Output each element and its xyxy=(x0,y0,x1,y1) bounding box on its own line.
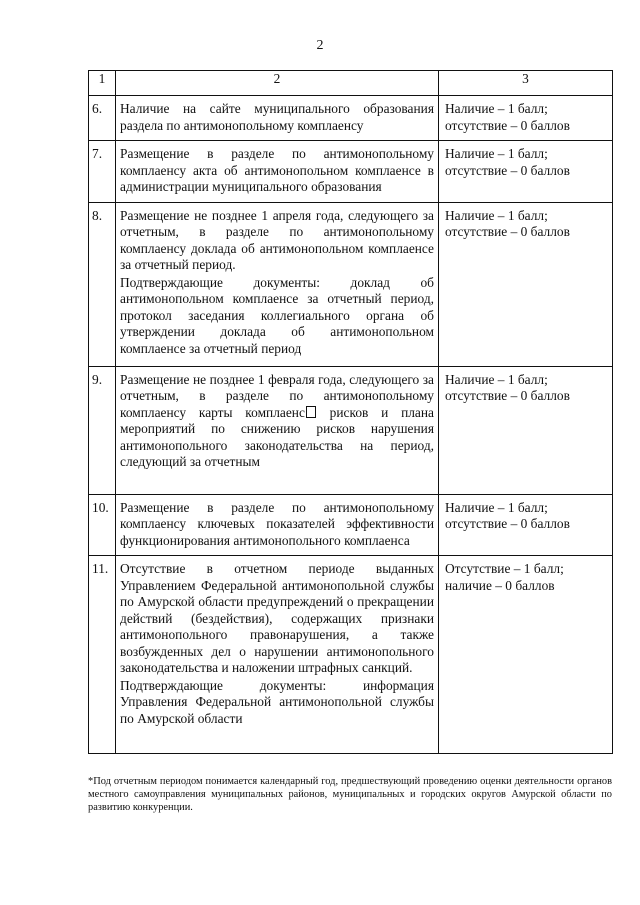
criterion-paragraph: Отсутствие в отчетном периоде выданных Управлением Федеральной антимонопольной службы по Амурской области предупреждений о прекращении действий (бездействия), содержащих признаки антимонопольного правонарушения, а также возбужденных дел о нарушении антимонопольного законодательства и наложении штрафных санкций. xyxy=(120,561,434,675)
criterion-text xyxy=(116,96,439,141)
criterion-paragraph: Размещение не позднее 1 апреля года, следующего за отчетным, в разделе по антимонопольному комплаенсу доклада об антимонопольном комплаенсе за отчетный период. xyxy=(120,207,434,272)
criterion-text xyxy=(116,494,439,556)
row-number: 6. xyxy=(89,96,116,141)
criteria-table xyxy=(88,70,613,754)
row-number: 8. xyxy=(89,202,116,366)
table-header-row xyxy=(89,71,613,96)
footnote: *Под отчетным периодом понимается календарный год, предшествующий проведению оценки деятельности органов местного самоуправления муниципальных районов, муниципальных и городских округов Амурской области по развитию конкуренции. xyxy=(88,776,612,813)
score-cell xyxy=(439,366,613,494)
score-line: отсутствие – 0 баллов xyxy=(445,162,570,178)
table-row xyxy=(89,96,613,141)
row-number: 7. xyxy=(89,141,116,203)
criterion-text-part: рисков и плана мероприятий по снижению рисков нарушения антимонопольного законодательства на период, следующий за отчетным xyxy=(120,404,434,469)
criterion-paragraph: Подтверждающие документы: доклад об антимонопольном комплаенсе за отчетный период, протокол заседания коллегиального органа об утверждении доклада об антимонопольном комплаенсе за отчетный период xyxy=(120,274,434,356)
column-header-2: 2 xyxy=(116,71,439,96)
score-line: Наличие – 1 балл; xyxy=(445,207,548,223)
column-header-1: 1 xyxy=(89,71,116,96)
table-row xyxy=(89,366,613,494)
table-row xyxy=(89,202,613,366)
criterion-text-part: Размещение не позднее 1 февраля года, следующего за отчетным, в разделе по антимонопольному комплаенсу карты комплаенс xyxy=(120,371,434,420)
table-row xyxy=(89,141,613,203)
table-row xyxy=(89,556,613,754)
column-header-3: 3 xyxy=(439,71,613,96)
score-cell xyxy=(439,556,613,754)
page-number: 2 xyxy=(316,38,324,53)
score-line: Наличие – 1 балл; xyxy=(445,371,548,387)
row-number: 9. xyxy=(89,366,116,494)
score-cell xyxy=(439,494,613,556)
criterion-text xyxy=(116,202,439,366)
criterion-paragraph: Размещение в разделе по антимонопольному комплаенсу ключевых показателей эффективности функционирования антимонопольного комплаенса xyxy=(120,499,434,548)
score-cell xyxy=(439,96,613,141)
criterion-paragraph xyxy=(120,372,434,471)
row-number: 11. xyxy=(89,556,116,754)
score-line: отсутствие – 0 баллов xyxy=(445,117,570,133)
criterion-text xyxy=(116,556,439,754)
score-cell xyxy=(439,141,613,203)
criterion-paragraph: Подтверждающие документы: информация Управления Федеральной антимонопольной службы по Амурской области xyxy=(120,677,434,726)
score-line: Наличие – 1 балл; xyxy=(445,146,548,161)
score-line: отсутствие – 0 баллов xyxy=(445,516,570,531)
criterion-text xyxy=(116,366,439,494)
table-row xyxy=(89,494,613,556)
score-cell xyxy=(439,202,613,366)
score-line: Наличие – 1 балл; xyxy=(445,499,548,515)
score-line: Наличие – 1 балл; xyxy=(445,101,548,116)
score-line: наличие – 0 баллов xyxy=(445,577,555,593)
score-line: Отсутствие – 1 балл; xyxy=(445,561,564,576)
row-number: 10. xyxy=(89,494,116,556)
score-line: отсутствие – 0 баллов xyxy=(445,224,570,239)
criterion-paragraph: Наличие на сайте муниципального образования раздела по антимонопольному комплаенсу xyxy=(120,101,434,133)
missing-glyph-box-icon xyxy=(306,406,316,418)
criterion-paragraph: Размещение в разделе по антимонопольному комплаенсу акта об антимонопольном комплаенсе в администрации муниципального образования xyxy=(120,146,434,194)
criterion-text xyxy=(116,141,439,203)
score-line: отсутствие – 0 баллов xyxy=(445,388,570,403)
